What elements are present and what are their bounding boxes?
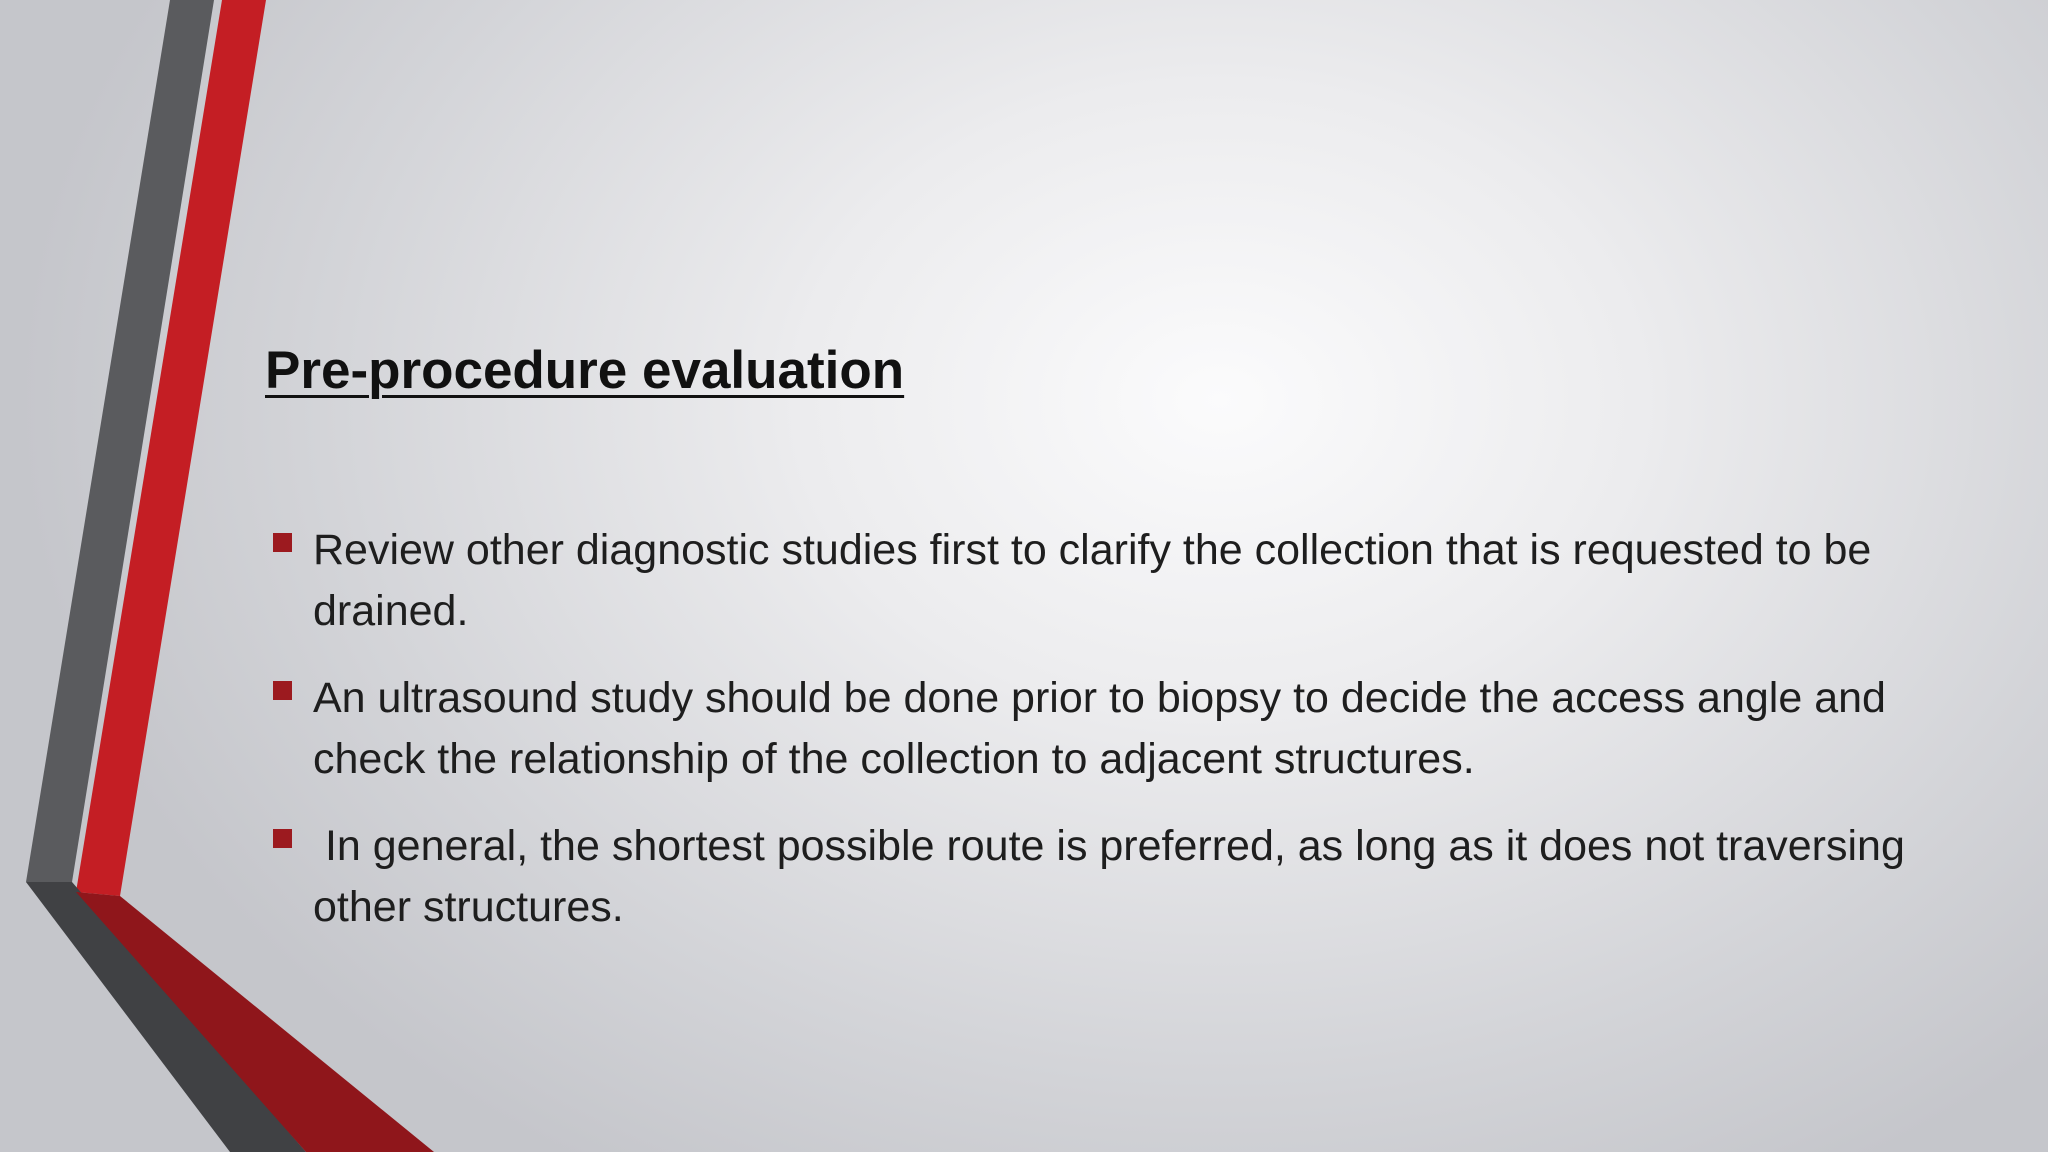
- slide-title: Pre-procedure evaluation: [265, 341, 905, 400]
- square-bullet-icon: [273, 533, 292, 552]
- list-item: [265, 520, 1905, 642]
- list-item: [265, 668, 1905, 790]
- bullet-list: [265, 520, 1917, 964]
- bullet-text: An ultrasound study should be done prior to biopsy to decide the access angle and check the relationship of the collection to adjacent structures.: [313, 674, 1886, 783]
- square-bullet-icon: [273, 681, 292, 700]
- bullet-text: In general, the shortest possible route is preferred, as long as it does not traversing other structures.: [313, 822, 1917, 931]
- bullet-text: Review other diagnostic studies first to clarify the collection that is requested to be drained.: [313, 526, 1872, 635]
- square-bullet-icon: [273, 829, 292, 848]
- list-item: [265, 816, 1917, 938]
